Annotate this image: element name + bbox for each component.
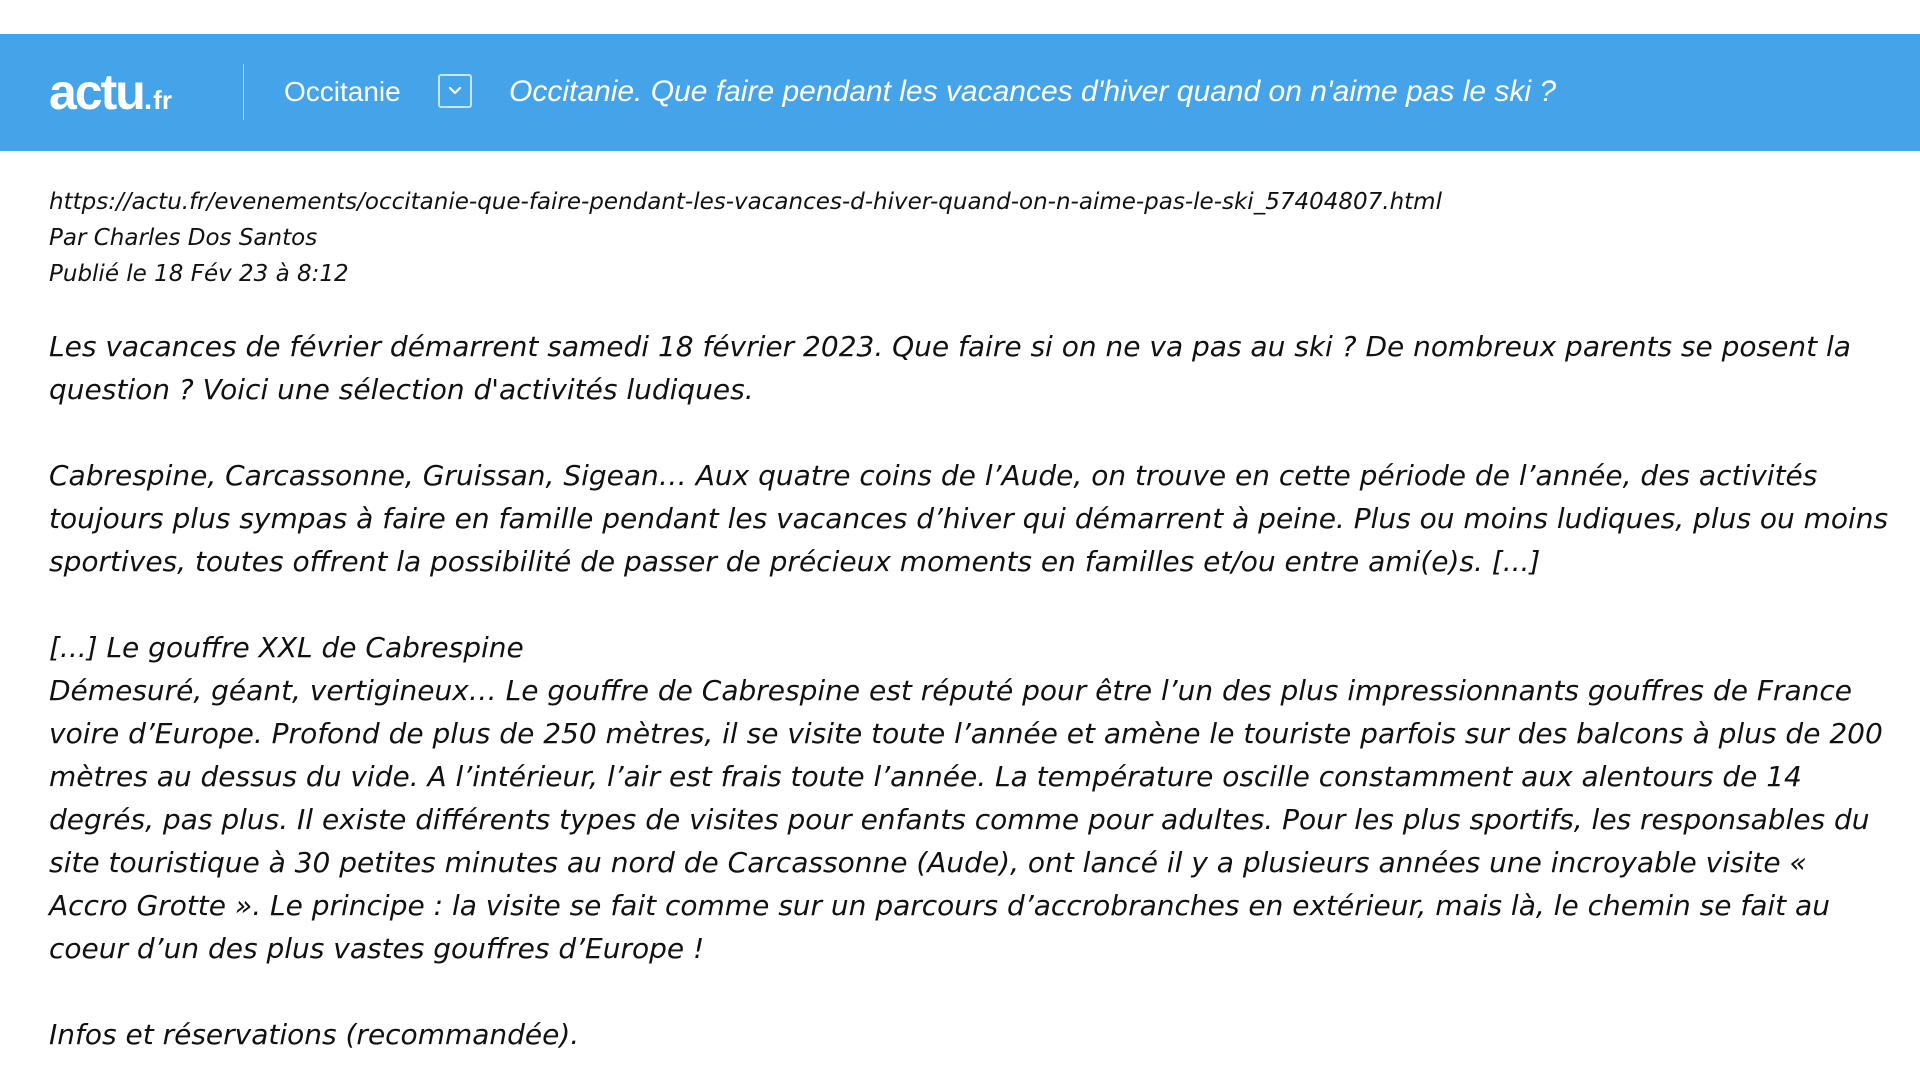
article-body (49, 325, 1894, 1056)
actu-logo[interactable] (49, 64, 172, 120)
article-paragraph: Démesuré, géant, vertigineux… Le gouffre de Cabrespine est réputé pour être l’un des plus impressionnants gouffres de France voire d’Europe. Profond de plus de 250 mètres, il se visite toute l’année et amène le touriste parfois sur des balcons à plus de 200 mètres au dessus du vide. A l’intérieur, l’air est frais toute l’année. La température oscille constamment aux alentours de 14 degrés, pas plus. Il existe différents types de visites pour enfants comme pour adultes. Pour les plus sportifs, les responsables du site touristique à 30 petites minutes au nord de Carcassonne (Aude), ont lancé il y a plusieurs années une incroyable visite « Accro Grotte ». Le principe : la visite se fait comme sur un parcours d’accrobranches en extérieur, mais là, le chemin se fait au coeur d’un des plus vastes gouffres d’Europe ! (49, 674, 1883, 965)
article-author: Par Charles Dos Santos (49, 225, 318, 251)
article-url[interactable]: https://actu.fr/evenements/occitanie-que-faire-pendant-les-vacances-d-hiver-quand-on-n-aime-pas-le-ski_57404807.html (49, 189, 1442, 215)
chevron-down-icon (448, 86, 462, 96)
site-header (0, 34, 1920, 151)
article-published-date: Publié le 18 Fév 23 à 8:12 (49, 261, 349, 287)
article-paragraph: Cabrespine, Carcassonne, Gruissan, Sigean… Aux quatre coins de l’Aude, on trouve en cette période de l’année, des activités toujours plus sympas à faire en famille pendant les vacances d’hiver qui démarrent à peine. Plus ou moins ludiques, plus ou moins sportives, toutes offrent la possibilité de passer de précieux moments en familles et/ou entre ami(e)s. [...] (49, 459, 1889, 578)
article-closing-link[interactable]: Infos et réservations (recommandée). (49, 1018, 580, 1051)
logo-main-text: actu (49, 64, 144, 120)
header-divider (243, 64, 244, 120)
section-heading: [...] Le gouffre XXL de Cabrespine (49, 631, 524, 664)
article-intro: Les vacances de février démarrent samedi 18 février 2023. Que faire si on ne va pas au ski ? De nombreux parents se posent la question ? Voici une sélection d'activités ludiques. (49, 330, 1851, 406)
logo-tld: fr (153, 85, 172, 115)
header-article-title: Occitanie. Que faire pendant les vacances d'hiver quand on n'aime pas le ski ? (509, 75, 1557, 108)
top-spacer (0, 0, 1920, 34)
logo-dot: . (143, 83, 153, 116)
region-link[interactable]: Occitanie (284, 76, 401, 107)
region-dropdown-button[interactable] (438, 74, 472, 108)
article-meta (49, 184, 1442, 292)
